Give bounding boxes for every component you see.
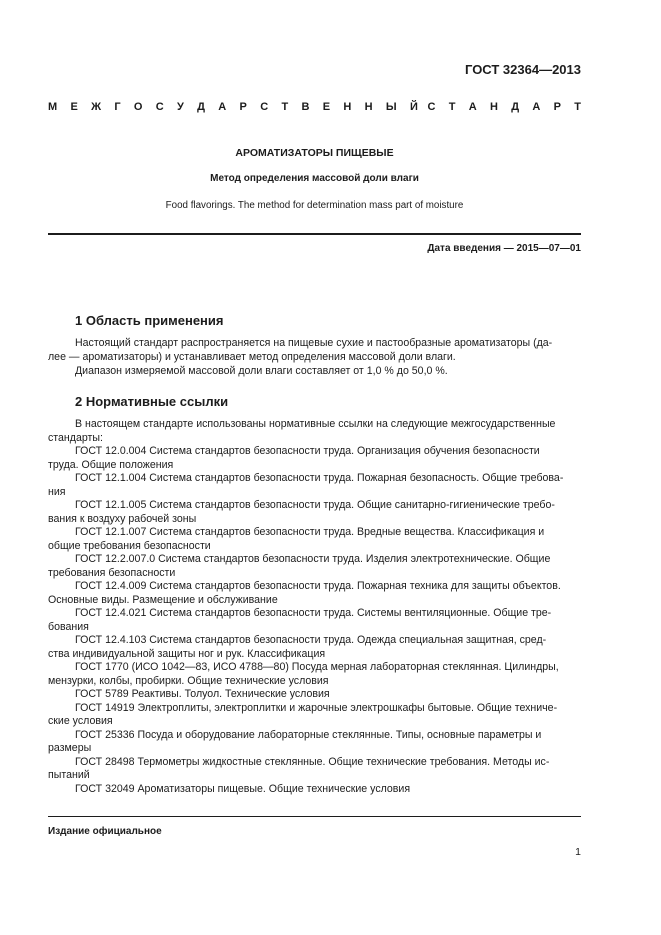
page-number: 1 <box>575 846 581 858</box>
reference-line: ГОСТ 12.1.004 Система стандартов безопасности труда. Пожарная безопасность. Общие требова- <box>75 472 564 484</box>
header-divider <box>48 233 581 235</box>
reference-line: пытаний <box>48 769 90 781</box>
interstate-standard-banner <box>48 101 581 113</box>
reference-line: вания к воздуху рабочей зоны <box>48 513 197 525</box>
reference-line: ГОСТ 12.1.005 Система стандартов безопасности труда. Общие санитарно-гигиенические требо- <box>75 499 555 511</box>
reference-line: ГОСТ 12.4.009 Система стандартов безопасности труда. Пожарная техника для защиты объектов. <box>75 580 561 592</box>
official-edition-label: Издание официальное <box>48 826 162 837</box>
banner-word-interstate: М Е Ж Г О С У Д А Р С Т В Е Н Н Ы Й <box>48 101 418 113</box>
reference-line: общие требования безопасности <box>48 540 211 552</box>
document-title: АРОМАТИЗАТОРЫ ПИЩЕВЫЕ <box>235 147 394 159</box>
section-2-line: стандарты: <box>48 432 103 444</box>
reference-line: ГОСТ 25336 Посуда и оборудование лабораторные стеклянные. Типы, основные параметры и <box>75 729 542 741</box>
reference-line: размеры <box>48 742 92 754</box>
section-2-line: В настоящем стандарте использованы нормативные ссылки на следующие межгосударственные <box>75 418 556 430</box>
section-1-line: лее — ароматизаторы) и устанавливает метод определения массовой доли влаги. <box>48 351 456 363</box>
reference-line: мензурки, колбы, пробирки. Общие технические условия <box>48 675 329 687</box>
standard-number: ГОСТ 32364—2013 <box>465 62 581 77</box>
reference-line: ГОСТ 5789 Реактивы. Толуол. Технические условия <box>75 688 330 700</box>
reference-line: ГОСТ 12.0.004 Система стандартов безопасности труда. Организация обучения безопасности <box>75 445 540 457</box>
reference-line: ГОСТ 1770 (ИСО 1042—83, ИСО 4788—80) Посуда мерная лабораторная стеклянная. Цилиндры, <box>75 661 559 673</box>
reference-line: бования <box>48 621 89 633</box>
footer-divider <box>48 816 581 817</box>
banner-word-standard: С Т А Н Д А Р Т <box>427 101 581 113</box>
reference-line: труда. Общие положения <box>48 459 174 471</box>
section-2-heading: 2 Нормативные ссылки <box>75 394 229 409</box>
document-subtitle: Метод определения массовой доли влаги <box>210 173 419 184</box>
section-1-line: Настоящий стандарт распространяется на пищевые сухие и пастообразные ароматизаторы (да- <box>75 337 553 349</box>
introduction-date: Дата введения — 2015—07—01 <box>427 243 581 254</box>
reference-line: ГОСТ 32049 Ароматизаторы пищевые. Общие технические условия <box>75 783 411 795</box>
reference-line: ГОСТ 12.4.021 Система стандартов безопасности труда. Системы вентиляционные. Общие тре- <box>75 607 552 619</box>
reference-line: требования безопасности <box>48 567 176 579</box>
english-title: Food flavorings. The method for determination mass part of moisture <box>165 200 464 211</box>
reference-line: ГОСТ 14919 Электроплиты, электроплитки и жарочные электрошкафы бытовые. Общие техниче- <box>75 702 558 714</box>
reference-line: ские условия <box>48 715 113 727</box>
reference-line: ства индивидуальной защиты ног и рук. Классификация <box>48 648 326 660</box>
section-1-heading: 1 Область применения <box>75 313 224 328</box>
reference-line: ГОСТ 28498 Термометры жидкостные стеклянные. Общие технические требования. Методы ис- <box>75 756 550 768</box>
reference-line: ГОСТ 12.1.007 Система стандартов безопасности труда. Вредные вещества. Классификация и <box>75 526 545 538</box>
reference-line: ГОСТ 12.4.103 Система стандартов безопасности труда. Одежда специальная защитная, сред- <box>75 634 547 646</box>
reference-line: ния <box>48 486 66 498</box>
section-1-line: Диапазон измеряемой массовой доли влаги составляет от 1,0 % до 50,0 %. <box>75 365 448 377</box>
reference-line: Основные виды. Размещение и обслуживание <box>48 594 278 606</box>
reference-line: ГОСТ 12.2.007.0 Система стандартов безопасности труда. Изделия электротехнические. Общие <box>75 553 551 565</box>
